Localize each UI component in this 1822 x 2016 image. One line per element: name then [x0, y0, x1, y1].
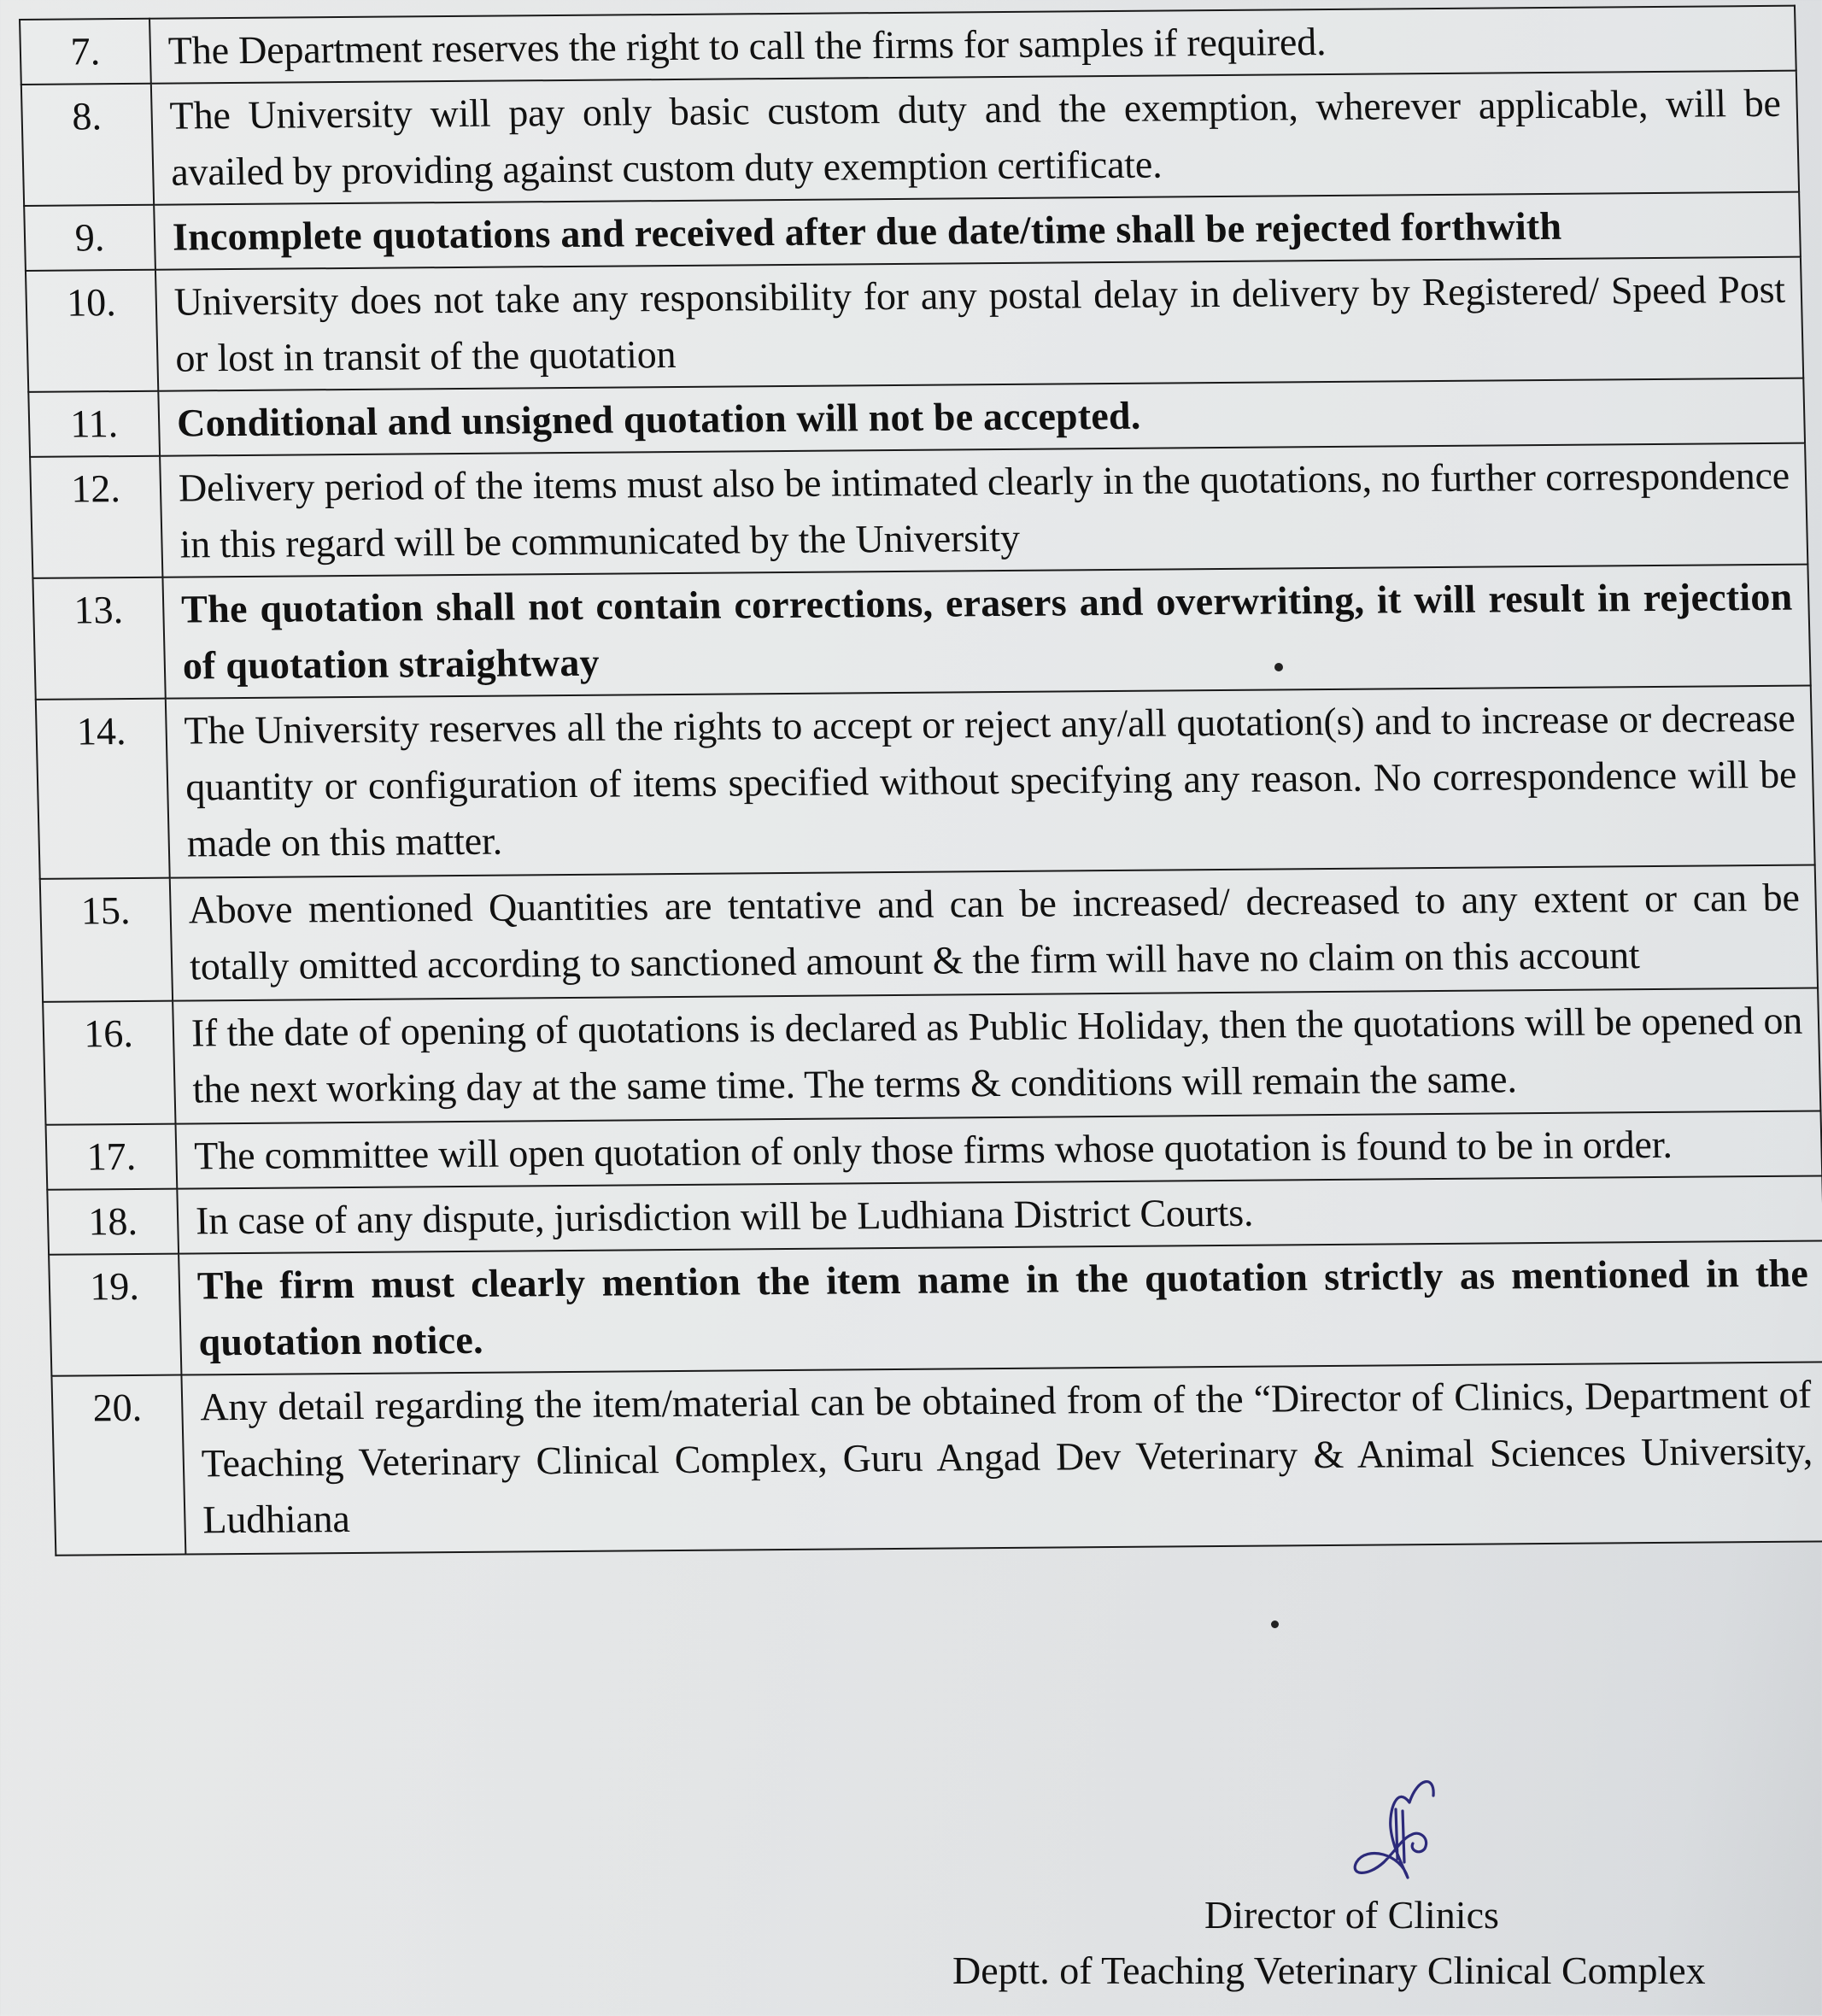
term-text: The committee will open quotation of only those firms whose quotation is found to be in order. [176, 1111, 1822, 1188]
term-text: Incomplete quotations and received after due date/time shall be rejected forthwith [154, 192, 1801, 270]
term-number: 15. [40, 878, 173, 1002]
term-text: Above mentioned Quantities are tentative and can be increased/ decreased to any extent or can be totally omitted according to sanctioned amount & the firm will have no claim on this account [170, 865, 1818, 1001]
term-text: If the date of opening of quotations is declared as Public Holiday, then the quotations will be opened on the next working day at the same time. The terms & conditions will remain the same. [173, 987, 1820, 1123]
term-row-8 [21, 71, 1799, 206]
signature-block [952, 1777, 1777, 2016]
term-number: 9. [24, 205, 155, 271]
term-text: Any detail regarding the item/material can be obtained from of the “Director of Clinics, Department of Teaching Veterinary Clinical Complex, Guru Angad Dev Veterinary & Animal Sciences University, Ludhiana [181, 1362, 1822, 1554]
term-text: The University reserves all the rights to accept or reject any/all quotation(s) and to increase or decrease quantity or configuration of items specified without specifying any reason. No correspondence will be made on this matter. [166, 686, 1815, 878]
term-text: The firm must clearly mention the item name in the quotation strictly as mentioned in the quotation notice. [179, 1240, 1822, 1374]
signer-title: Director of Clinics [1204, 1893, 1499, 1937]
term-row-13 [32, 565, 1810, 700]
term-text: Delivery period of the items must also be intimated clearly in the quotations, no further correspondence in this regard will be communicated by the University [160, 443, 1807, 577]
term-number: 11. [28, 391, 160, 457]
term-row-10 [26, 257, 1803, 392]
term-number: 14. [36, 699, 170, 879]
term-row-19 [49, 1240, 1822, 1375]
term-text: The quotation shall not contain corrections, erasers and overwriting, it will result in rejection of quotation straightway [162, 565, 1810, 699]
ink-speck [1271, 1620, 1279, 1628]
term-text: In case of any dispute, jurisdiction will be Ludhiana District Courts. [177, 1175, 1822, 1253]
term-text: University does not take any responsibility for any postal delay in delivery by Registered/ Speed Post or lost in transit of the quotation [155, 257, 1803, 391]
term-text: Conditional and unsigned quotation will not be accepted. [158, 378, 1805, 456]
term-row-14 [36, 686, 1815, 879]
term-number: 17. [46, 1124, 178, 1190]
term-row-12 [30, 443, 1807, 578]
term-text: The Department reserves the right to call the firms for samples if required. [149, 6, 1796, 84]
term-number: 7. [20, 19, 151, 85]
ink-speck [1274, 663, 1283, 671]
term-row-20 [51, 1362, 1822, 1555]
term-row-16 [43, 987, 1820, 1124]
signer-department: Deptt. of Teaching Veterinary Clinical Complex [952, 1949, 1706, 1992]
signature-icon [1350, 1777, 1452, 1888]
term-number: 20. [51, 1375, 185, 1556]
term-row-15 [40, 865, 1818, 1002]
term-number: 8. [21, 84, 154, 206]
terms-conditions-table [19, 5, 1822, 1556]
term-number: 16. [43, 1001, 175, 1125]
term-text: The University will pay only basic custom duty and the exemption, wherever applicable, will be availed by providing against custom duty exemption certificate. [151, 71, 1799, 205]
term-number: 18. [47, 1189, 179, 1255]
term-number: 12. [30, 456, 162, 578]
term-number: 10. [26, 270, 158, 392]
term-number: 19. [49, 1254, 181, 1376]
term-number: 13. [32, 577, 165, 700]
